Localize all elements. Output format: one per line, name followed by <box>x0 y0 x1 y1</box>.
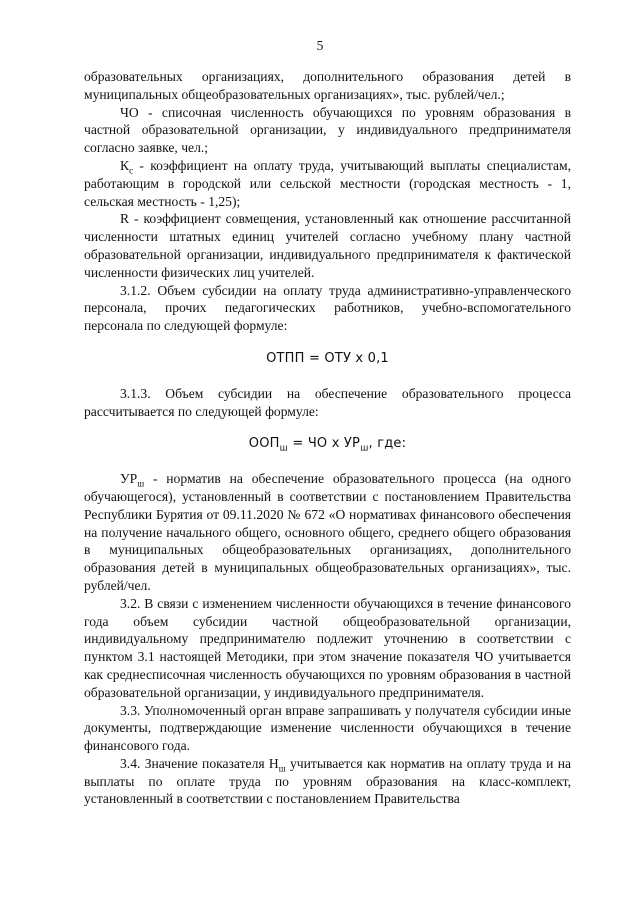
paragraph-3-4 <box>84 755 571 808</box>
formula-oop-lhs: ООП <box>248 436 280 452</box>
document-body <box>84 68 571 808</box>
formula-oop-lhs-sub: ш <box>279 443 289 454</box>
paragraph-r-definition: R - коэффициент совмещения, установленный как отношение рассчитанной численности штатных единиц учителей согласно учебному плану частной образовательной организации, индивидуального предпринимателя к фактической численности физических лиц учителей. <box>84 211 571 280</box>
formula-oop-where: , где: <box>368 436 407 452</box>
p34-after: учитывается как норматив на оплату труда и на выплаты по оплате труда по уровням образования на класс-комплект, установленный в соответствии с постановлением Правительства <box>84 755 571 807</box>
paragraph-3-1-2: 3.1.2. Объем субсидии на оплату труда административно-управленческого персонала, прочих педагогических работников, учебно-вспомогательного персонала по следующей формуле: <box>84 282 571 334</box>
p34-before: 3.4. Значение показателя Н <box>120 755 279 771</box>
paragraph-kc-definition <box>84 157 571 210</box>
kc-text: - коэффициент на оплату труда, учитывающий выплаты специалистам, работающим в городской или сельской местности (городская местность - 1, сельская местность - 1,25); <box>84 157 571 209</box>
page-number: 5 <box>316 38 324 53</box>
ur-symbol: УР <box>120 471 138 487</box>
formula-oop-rhs: = ЧО х УР <box>288 436 361 452</box>
formula-oop-rhs-sub: ш <box>360 443 369 454</box>
paragraph-ur-definition <box>84 470 571 595</box>
formula-oop <box>84 435 571 453</box>
paragraph-3-2: 3.2. В связи с изменением численности обучающихся в течение финансового года объем субсидии частной общеобразовательной организации, индивидуальному предпринимателю подлежит уточнению в соответствии с пунктом 3.1 настоящей Методики, при этом значение показателя ЧО учитывается как среднесписочная численность обучающихся по уровням образования в частной образовательной организации, у индивидуального предпринимателя. <box>84 595 571 700</box>
paragraph-3-3: 3.3. Уполномоченный орган вправе запрашивать у получателя субсидии иные документы, подтверждающие изменение численности обучающихся в течение финансового года. <box>84 702 571 754</box>
formula-otpp: ОТПП = ОТУ х 0,1 <box>266 350 389 366</box>
paragraph-3-1-3: 3.1.3. Объем субсидии на обеспечение образовательного процесса рассчитывается по следующей формуле: <box>84 385 571 419</box>
p34-subscript: ш <box>278 763 286 774</box>
paragraph-cho-definition: ЧО - списочная численность обучающихся по уровням образования в частной образовательной организации, у индивидуального предпринимателя согласно заявке, чел.; <box>84 104 571 156</box>
ur-text: - норматив на обеспечение образовательного процесса (на одного обучающегося), установленный в соответствии с постановлением Правительства Республики Бурятия от 09.11.2020 № 672 «О нормативах финансового обеспечения на получение начального общего, основного общего, среднего общего образования в муниципальных общеобразовательных организациях, дополнительного образования детей в муниципальных общеобразовательных организациях», тыс. рублей/чел. <box>84 471 571 593</box>
paragraph-continuation: образовательных организациях, дополнительного образования детей в муниципальных общеобразовательных организациях», тыс. рублей/чел.; <box>84 69 571 102</box>
kc-subscript: с <box>129 165 134 176</box>
kc-symbol: К <box>120 157 130 173</box>
ur-subscript: ш <box>137 478 145 489</box>
